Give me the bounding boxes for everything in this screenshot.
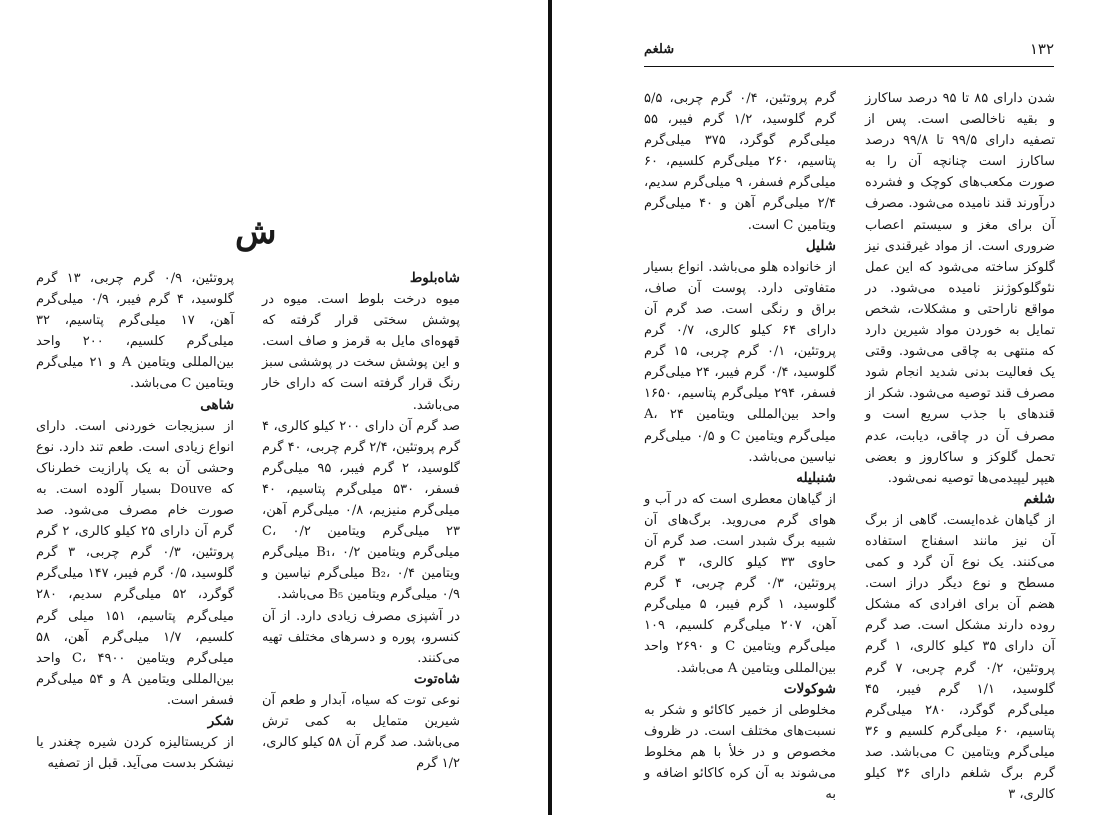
entry-heading: شلغم xyxy=(1023,490,1055,507)
entry-heading: شکر xyxy=(207,712,234,729)
book-spine xyxy=(548,0,552,815)
entry-paragraph: از سبزیجات خوردنی است. دارای انواع زیادی است. طعم تند دارد. نوع وحشی آن به یک پارازیت خطرناک که Douve بسیار آلوده است. به صورت خام مصرف می‌شود. صد گرم آن دارای ۲۵ کیلو کالری، ۲ گرم پروتئین، ۰/۳ گرم چربی، ۳ گرم گلوسید، ۰/۵ گرم فیبر، ۱۴۷ میلی‌گرم گوگرد، ۵۲ میلی‌گرم سدیم، ۲۸۰ میلی‌گرم پتاسیم، ۱۵۱ میلی گرم کلسیم، ۱/۷ میلی‌گرم آهن، ۵۸ میلی‌گرم ویتامین C، ۴۹۰۰ واحد بین‌المللی ویتامین A و ۵۴ میلی‌گرم فسفر است. xyxy=(36,418,235,708)
right-page-right-column xyxy=(865,88,1055,805)
entry-paragraph: در آشپزی مصرف زیادی دارد. از آن کنسرو، پوره و دسرهای مختلف تهیه می‌کنند. xyxy=(262,608,460,666)
running-head: شلغم xyxy=(644,42,675,57)
left-page-left-column xyxy=(36,268,234,774)
entry-paragraph: صد گرم آن دارای ۲۰۰ کیلو کالری، ۴ گرم پروتئین، ۲/۴ گرم چربی، ۴۰ گرم گلوسید، ۲ گرم فیبر، ۹۵ میلی‌گرم فسفر، ۵۳۰ میلی‌گرم پتاسیم، ۴۰ میلی‌گرم منیزیم، ۰/۸ میلی‌گرم آهن، ۲۳ میلی‌گرم ویتامین C، ۰/۲ میلی‌گرم ویتامین B₁، ۰/۲ میلی‌گرم ویتامین B₂، ۰/۴ میلی‌گرم نیاسین و ۰/۹ میلی‌گرم ویتامین B₅ می‌باشد. xyxy=(262,418,461,603)
page-number: ۱۳۲ xyxy=(1029,40,1054,58)
entry-paragraph: پروتئین، ۰/۹ گرم چربی، ۱۳ گرم گلوسید، ۴ گرم فیبر، ۰/۹ میلی‌گرم آهن، ۱۷ میلی‌گرم پتاسیم، ۳۲ میلی‌گرم کلسیم، ۲۰۰ واحد بین‌المللی ویتامین A و ۲۱ میلی‌گرم ویتامین C می‌باشد. xyxy=(36,271,235,392)
letter-heading: ش xyxy=(235,212,277,252)
entry-heading: شلیل xyxy=(805,237,836,254)
entry-paragraph: شدن دارای ۸۵ تا ۹۵ درصد ساکارز و بقیه ناخالصی است. پس از تصفیه دارای ۹۹/۵ تا ۹۹/۸ درصد ساکارز است چنانچه آن را به صورت مکعب‌های کوچک و فشرده درآورند قند نامیده می‌شود. مصرف آن برای مغز و سیستم اعصاب ضروری است. از مواد غیرقندی نیز گلوکز ساخته می‌شود که این عمل نئوگلوکوژنز نامیده می‌شود. در مواقع ناراحتی و مشکلات، شخص تمایل به خوردن مواد شیرین دارد که منتهی به چاقی می‌شود. وقتی یک فعالیت بدنی شدید انجام شود مصرف قند توصیه می‌شود. شکر از قندهای با جذب سریع است و مصرف آن در چاقی، دیابت، عدم تحمل گلوکز و ساکاروز و بعضی هیپر لیپیدمی‌ها توصیه نمی‌شود. xyxy=(865,91,1056,486)
entry-heading: شاهی xyxy=(200,396,234,413)
entry-heading: شاه‌بلوط xyxy=(409,270,460,286)
entry-paragraph: از گیاهان غده‌ایست. گاهی از برگ آن نیز مانند اسفناج استفاده می‌کنند. یک نوع آن گرد و کمی مسطح و نوع دیگر دراز است. هضم آن برای افرادی که مشکل روده دارند مشکل است. صد گرم آن دارای ۳۵ کیلو کالری، ۱ گرم پروتئین، ۰/۲ گرم چربی، ۷ گرم گلوسید، ۱/۱ گرم فیبر، ۴۵ میلی‌گرم گوگرد، ۲۸۰ میلی‌گرم پتاسیم، ۶۰ میلی‌گرم کلسیم و ۳۶ میلی‌گرم ویتامین C می‌باشد. صد گرم برگ شلغم دارای ۳۶ کیلو کالری، ۳ xyxy=(865,512,1056,803)
right-page xyxy=(556,0,1100,815)
page-header xyxy=(644,40,1054,67)
entry-heading: شوکولات xyxy=(783,680,836,697)
entry-paragraph: از کریستالیزه کردن شیره چغندر یا نیشکر بدست می‌آید. قبل از تصفیه xyxy=(36,735,234,772)
entry-paragraph: میوه درخت بلوط است. میوه در پوشش سختی قرار گرفته که قهوه‌ای مایل به قرمز و صاف است. و این پوشش سخت در پوششی سبز رنگ قرار گرفته است که دارای خار می‌باشد. xyxy=(262,292,460,413)
entry-heading: شنبلیله xyxy=(796,469,836,486)
entry-heading: شاه‌توت xyxy=(414,670,460,687)
right-page-left-column xyxy=(644,88,836,805)
left-page xyxy=(0,0,548,815)
left-page-right-column xyxy=(262,268,460,774)
entry-paragraph: نوعی توت که سیاه، آبدار و طعم آن شیرین متمایل به کمی ترش می‌باشد. صد گرم آن ۵۸ کیلو کالری، ۱/۲ گرم xyxy=(262,692,460,772)
entry-paragraph: از خانواده هلو می‌باشد. انواع بسیار متفاوتی دارد. پوست آن صاف، براق و رنگی است. صد گرم آن دارای ۶۴ کیلو کالری، ۰/۷ گرم پروتئین، ۰/۱ گرم چربی، ۱۵ گرم گلوسید، ۰/۴ گرم فیبر، ۲۴ میلی‌گرم فسفر، ۲۹۴ میلی‌گرم پتاسیم، ۱۶۵۰ واحد بین‌المللی ویتامین A، ۲۴ میلی‌گرم ویتامین C و ۰/۵ میلی‌گرم نیاسین می‌باشد. xyxy=(644,259,837,465)
entry-paragraph: از گیاهان معطری است که در آب و هوای گرم می‌روید. برگ‌های آن شبیه برگ شبدر است. صد گرم آن حاوی ۳۳ کیلو کالری، ۳ گرم پروتئین، ۰/۳ گرم چربی، ۴ گرم گلوسید، ۱ گرم فیبر، ۵ میلی‌گرم آهن، ۲۰۷ میلی‌گرم کلسیم، ۱۰۹ میلی‌گرم ویتامین C و ۲۶۹۰ واحد بین‌المللی ویتامین A می‌باشد. xyxy=(644,491,836,676)
entry-paragraph: مخلوطی از خمیر کاکائو و شکر به نسبت‌های مختلف است. در ظروف مخصوص و در خلأ با هم مخلوط می‌شوند به آن کره کاکائو اضافه و به xyxy=(644,702,836,803)
entry-paragraph: گرم پروتئین، ۰/۴ گرم چربی، ۵/۵ گرم گلوسید، ۱/۲ گرم فیبر، ۵۵ میلی‌گرم گوگرد، ۳۷۵ میلی‌گرم پتاسیم، ۲۶۰ میلی‌گرم کلسیم، ۶۰ میلی‌گرم فسفر، ۹ میلی‌گرم سدیم، ۲/۴ میلی‌گرم آهن و ۴۰ میلی‌گرم ویتامین C است. xyxy=(644,91,837,233)
